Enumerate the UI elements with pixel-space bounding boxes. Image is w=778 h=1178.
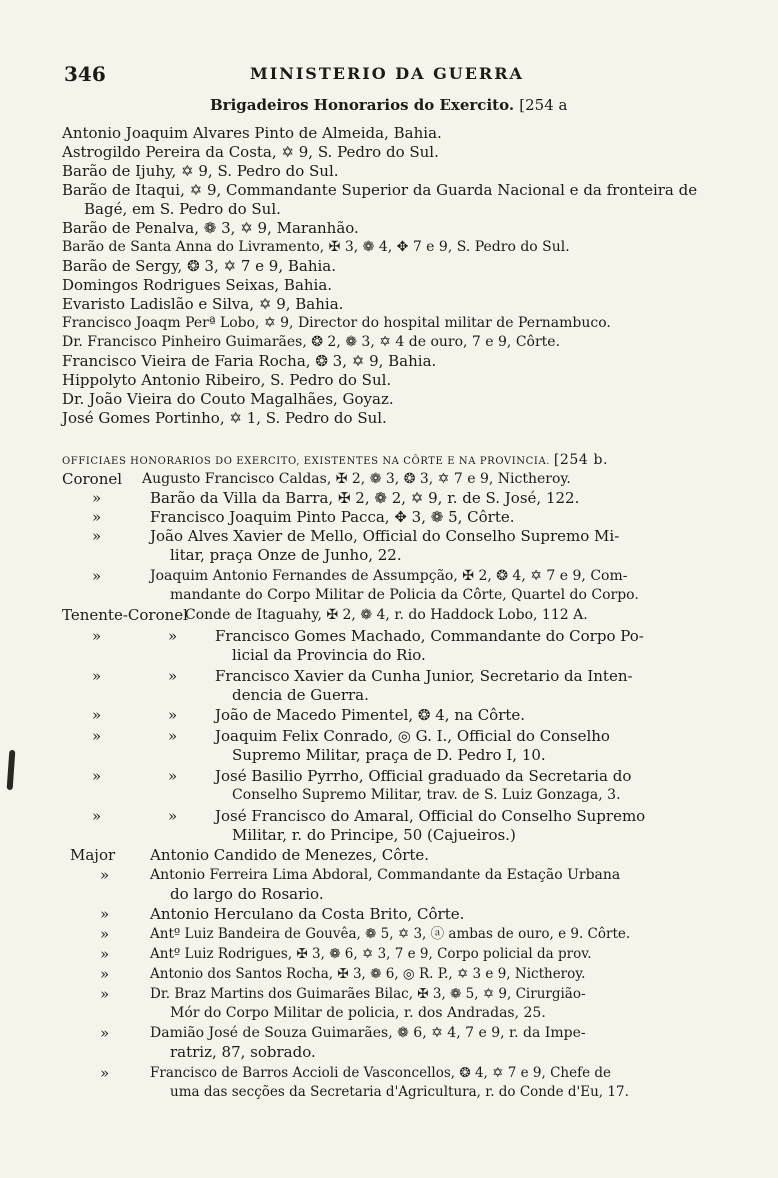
list-item: Joaquim Antonio Fernandes de Assumpção, ✠ 2, ❂ 4, ✡ 7 e 9, Com-: [150, 568, 628, 584]
rank-label: Major: [70, 846, 116, 864]
list-item: Antonio Herculano da Costa Brito, Côrte.: [150, 905, 465, 923]
ditto-mark: »: [100, 985, 110, 1003]
list-item-cont: ratriz, 87, sobrado.: [170, 1043, 316, 1061]
list-item-text: Barão de Itaqui, ✡ 9, Commandante Superior da Guarda Nacional e da fronteira de Bagé, em S. Pedro do Sul.: [62, 181, 698, 218]
list-item: Francisco Vieira de Faria Rocha, ❂ 3, ✡ 9, Bahia.: [62, 352, 437, 370]
list-item: Antonio Joaquim Alvares Pinto de Almeida, Bahia.: [62, 124, 442, 142]
list-item: Francisco Xavier da Cunha Junior, Secretario da Inten-: [215, 667, 633, 685]
list-item-cont: do largo do Rosario.: [170, 885, 324, 903]
list-item: João de Macedo Pimentel, ❂ 4, na Côrte.: [215, 706, 526, 724]
section-heading-brigadeiros: [210, 96, 690, 114]
section-title: OFFICIAES HONORARIOS DO EXERCITO, EXISTENTES NA CÔRTE E NA PROVINCIA.: [62, 456, 551, 467]
list-item: Joaquim Felix Conrado, ◎ G. I., Official do Conselho: [215, 727, 610, 745]
list-item: Barão de Penalva, ❁ 3, ✡ 9, Maranhão.: [62, 219, 359, 237]
ditto-mark: »: [100, 1064, 110, 1082]
ditto-mark: »: [92, 727, 102, 745]
list-item: Francisco Joaquim Pinto Pacca, ✥ 3, ❁ 5, Côrte.: [150, 508, 515, 526]
ink-smudge: [7, 750, 16, 790]
ditto-mark: »: [92, 627, 102, 645]
list-item-cont: Militar, r. do Principe, 50 (Cajueiros.): [232, 826, 516, 844]
list-item: Evaristo Ladislão e Silva, ✡ 9, Bahia.: [62, 295, 344, 313]
section-ref: [254 a: [519, 96, 568, 114]
ditto-mark: »: [100, 925, 110, 943]
list-item: Barão de Ijuhy, ✡ 9, S. Pedro do Sul.: [62, 162, 339, 180]
list-item: Barão da Villa da Barra, ✠ 2, ❁ 2, ✡ 9, r. de S. José, 122.: [150, 489, 580, 507]
list-item: José Francisco do Amaral, Official do Conselho Supremo: [215, 807, 646, 825]
list-item-cont: Mór do Corpo Militar de policia, r. dos Andradas, 25.: [170, 1005, 546, 1021]
page-number: 346: [64, 62, 106, 86]
ditto-mark: »: [100, 1024, 110, 1042]
list-item-cont: uma das secções da Secretaria d'Agricultura, r. do Conde d'Eu, 17.: [170, 1084, 629, 1100]
list-item: Antº Luiz Rodrigues, ✠ 3, ❁ 6, ✡ 3, 7 e 9, Corpo policial da prov.: [150, 946, 592, 962]
ditto-mark: »: [92, 567, 102, 585]
section-ref: [254 b.: [553, 452, 609, 468]
ditto-mark: »: [168, 767, 178, 785]
rank-label: Tenente-Coronel: [62, 606, 188, 624]
list-item: Damião José de Souza Guimarães, ❁ 6, ✡ 4, 7 e 9, r. da Impe-: [150, 1025, 586, 1041]
list-item: José Basilio Pyrrho, Official graduado da Secretaria do: [215, 767, 632, 785]
list-item: Antonio dos Santos Rocha, ✠ 3, ❁ 6, ◎ R. P., ✡ 3 e 9, Nictheroy.: [150, 966, 586, 982]
ditto-mark: »: [100, 945, 110, 963]
list-item: Antonio Candido de Menezes, Côrte.: [150, 846, 430, 864]
list-item-cont: mandante do Corpo Militar de Policia da Côrte, Quartel do Corpo.: [170, 587, 639, 603]
list-item: José Gomes Portinho, ✡ 1, S. Pedro do Sul.: [62, 409, 387, 427]
running-title: MINISTERIO DA GUERRA: [250, 64, 524, 83]
list-item-cont: Supremo Militar, praça de D. Pedro I, 10.: [232, 746, 546, 764]
list-item-cont: dencia de Guerra.: [232, 686, 369, 704]
list-item: Domingos Rodrigues Seixas, Bahia.: [62, 276, 333, 294]
list-item: Barão de Sergy, ❂ 3, ✡ 7 e 9, Bahia.: [62, 257, 336, 275]
ditto-mark: »: [100, 866, 110, 884]
list-item: Dr. Braz Martins dos Guimarães Bilac, ✠ 3, ❁ 5, ✡ 9, Cirurgião-: [150, 986, 586, 1002]
ditto-mark: »: [92, 667, 102, 685]
list-item: Augusto Francisco Caldas, ✠ 2, ❁ 3, ❂ 3, ✡ 7 e 9, Nictheroy.: [142, 471, 571, 487]
list-item: Dr. Francisco Pinheiro Guimarães, ❂ 2, ❁ 3, ✡ 4 de ouro, 7 e 9, Côrte.: [62, 334, 561, 350]
ditto-mark: »: [168, 627, 178, 645]
ditto-mark: »: [92, 807, 102, 825]
section-title: Brigadeiros Honorarios do Exercito.: [210, 96, 515, 114]
ditto-mark: »: [168, 807, 178, 825]
list-item: João Alves Xavier de Mello, Official do Conselho Supremo Mi-: [150, 527, 620, 545]
list-item: Dr. João Vieira do Couto Magalhães, Goyaz.: [62, 390, 394, 408]
list-item: Conde de Itaguahy, ✠ 2, ❁ 4, r. do Haddock Lobo, 112 A.: [185, 607, 588, 623]
list-item-cont: Conselho Supremo Militar, trav. de S. Luiz Gonzaga, 3.: [232, 787, 621, 803]
ditto-mark: »: [168, 727, 178, 745]
list-item: Francisco Gomes Machado, Commandante do Corpo Po-: [215, 627, 644, 645]
ditto-mark: »: [168, 667, 178, 685]
list-item: Antonio Ferreira Lima Abdoral, Commandante da Estação Urbana: [150, 867, 621, 883]
ditto-mark: »: [100, 905, 110, 923]
list-item: Antº Luiz Bandeira de Gouvêa, ❁ 5, ✡ 3, ⓐ ambas de ouro, e 9. Côrte.: [150, 926, 631, 942]
list-item: [62, 181, 702, 219]
list-item: Astrogildo Pereira da Costa, ✡ 9, S. Pedro do Sul.: [62, 143, 439, 161]
list-item: Hippolyto Antonio Ribeiro, S. Pedro do Sul.: [62, 371, 392, 389]
section-heading-officiais: [62, 452, 702, 468]
ditto-mark: »: [92, 706, 102, 724]
ditto-mark: »: [92, 508, 102, 526]
list-item: Francisco Joaqm Perª Lobo, ✡ 9, Director do hospital militar de Pernambuco.: [62, 315, 611, 331]
ditto-mark: »: [92, 489, 102, 507]
ditto-mark: »: [168, 706, 178, 724]
ditto-mark: »: [92, 767, 102, 785]
ditto-mark: »: [92, 527, 102, 545]
list-item: Barão de Santa Anna do Livramento, ✠ 3, ❁ 4, ✥ 7 e 9, S. Pedro do Sul.: [62, 239, 570, 255]
ditto-mark: »: [100, 965, 110, 983]
page-header: [60, 62, 700, 88]
list-item-cont: licial da Provincia do Rio.: [232, 646, 426, 664]
list-item: Francisco de Barros Accioli de Vasconcellos, ❂ 4, ✡ 7 e 9, Chefe de: [150, 1065, 611, 1081]
list-item-cont: litar, praça Onze de Junho, 22.: [170, 546, 402, 564]
rank-label: Coronel: [62, 470, 123, 488]
